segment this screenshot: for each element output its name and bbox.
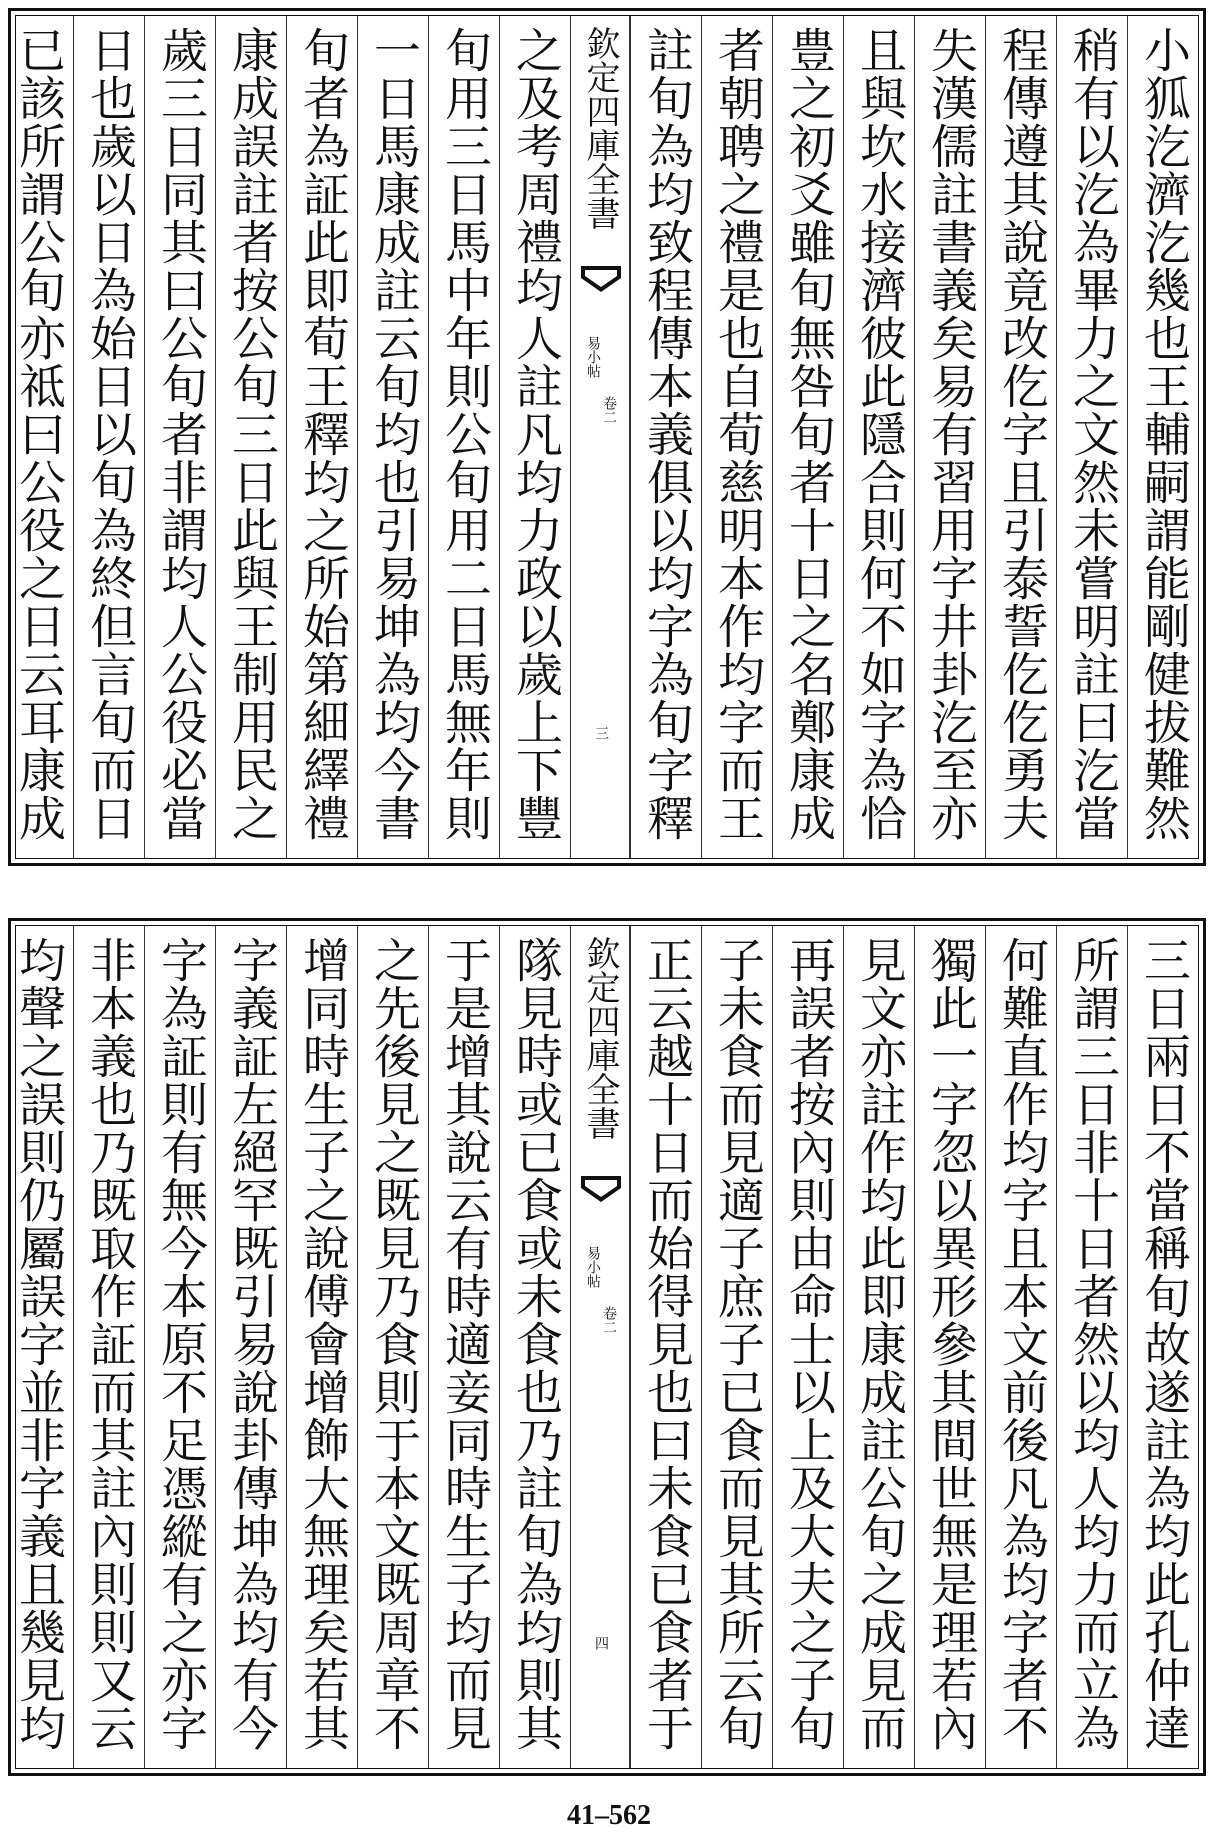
text-column: 獨此一字忽以異形參其間世無是理若內 — [914, 926, 985, 1768]
center-margin — [570, 16, 630, 858]
center-book-title: 易小帖 — [585, 1246, 601, 1288]
fish-tail-mark-icon — [581, 266, 621, 296]
text-column: 所謂三日非十日者然以均人均力而立為 — [1056, 926, 1127, 1768]
text-column: 子未食而見適子庶子已食而見其所云旬 — [701, 926, 772, 1768]
text-column: 見文亦註作均此即康成註公旬之成見而 — [843, 926, 914, 1768]
text-column: 之先後見之既見乃食則于本文既周章不 — [357, 926, 428, 1768]
text-column: 小狐汔濟汔幾也王輔嗣謂能剛健拔難然 — [1127, 16, 1198, 858]
text-column: 再誤者按內則由命士以上及大夫之子旬 — [772, 926, 843, 1768]
center-title: 欽定四庫全書 — [580, 26, 620, 230]
text-column: 程傳遵其說竟改仡字且引泰誓仡仡勇夫 — [985, 16, 1056, 858]
text-column: 旬用三日馬中年則公旬用二日馬無年則 — [428, 16, 499, 858]
text-column: 歲三日同其曰公旬者非謂均人公役必當 — [144, 16, 215, 858]
text-column: 于是增其說云有時適妾同時生子均而見 — [428, 926, 499, 1768]
text-column: 字為証則有無今本原不足憑縱有之亦字 — [144, 926, 215, 1768]
text-column: 失漢儒註書義矣易有習用字井卦汔至亦 — [914, 16, 985, 858]
text-column: 字義証左絕罕既引易說卦傳坤為均有今 — [215, 926, 286, 1768]
folio-number: 三 — [593, 726, 609, 740]
text-column: 註旬為均致程傳本義俱以均字為旬字釋 — [630, 16, 701, 858]
page-number: 41–562 — [567, 1800, 651, 1831]
text-column: 且與坎水接濟彼此隱合則何不如字為恰 — [843, 16, 914, 858]
text-column: 日也歲以日為始日以旬為終但言旬而日 — [73, 16, 144, 858]
text-column: 已該所謂公旬亦祗曰公役之日云耳康成 — [11, 26, 66, 842]
text-column: 非本義也乃既取作証而其註內則則又云 — [73, 926, 144, 1768]
text-column: 康成誤註者按公旬三日此與王制用民之 — [215, 16, 286, 858]
center-volume: 卷二 — [601, 396, 617, 424]
text-column: 稍有以汔為畢力之文然未嘗明註曰汔當 — [1056, 16, 1127, 858]
text-column: 增同時生子之說傅會增飾大無理矣若其 — [286, 926, 357, 1768]
text-column: 何難直作均字且本文前後凡為均字者不 — [985, 926, 1056, 1768]
text-column: 隊見時或已食或未食也乃註旬為均則其 — [499, 926, 570, 1768]
center-volume: 卷二 — [601, 1306, 617, 1334]
folio-number: 四 — [593, 1636, 609, 1650]
text-column: 一日馬康成註云旬均也引易坤為均今書 — [357, 16, 428, 858]
fish-tail-mark-icon — [581, 1176, 621, 1206]
top-page — [8, 8, 1206, 866]
text-column: 旬者為証此即荀王釋均之所始第細繹禮 — [286, 16, 357, 858]
center-margin — [570, 926, 630, 1768]
bottom-page — [8, 918, 1206, 1776]
center-title: 欽定四庫全書 — [580, 936, 620, 1140]
center-book-title: 易小帖 — [585, 336, 601, 378]
text-column: 正云越十日而始得見也曰未食已食者于 — [630, 926, 701, 1768]
text-column: 豊之初爻雖旬無咎旬者十日之名鄭康成 — [772, 16, 843, 858]
text-column: 均聲之誤則仍屬誤字並非字義且幾見均 — [11, 936, 66, 1752]
text-column: 三日兩日不當稱旬故遂註為均此孔仲達 — [1127, 926, 1198, 1768]
text-column: 者朝聘之禮是也自荀慈明本作均字而王 — [701, 16, 772, 858]
text-column: 之及考周禮均人註凡均力政以歲上下豐 — [499, 16, 570, 858]
